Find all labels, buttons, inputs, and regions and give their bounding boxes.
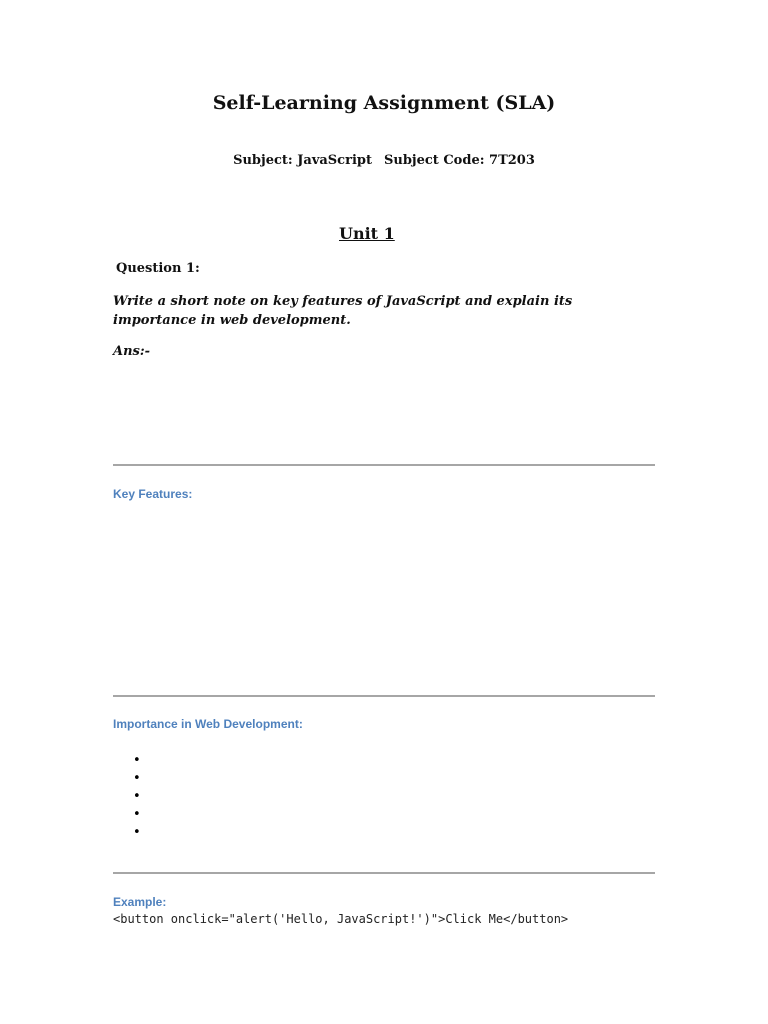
bullet-item-2 — [133, 770, 141, 788]
section-divider-2 — [113, 695, 655, 697]
section-divider-3 — [113, 872, 655, 874]
subject-code: Subject Code: 7T203 — [383, 153, 535, 168]
question-text: Write a short note on key features of JavaScript and explain its importance in web development. — [113, 294, 573, 328]
importance-heading: Importance in Web Development: — [113, 717, 303, 731]
bullet-item-5 — [133, 824, 141, 842]
key-features-heading: Key Features: — [113, 487, 193, 501]
bullet-item-3 — [133, 788, 141, 806]
example-code: <button onclick="alert('Hello, JavaScript!')">Click Me</button> — [113, 912, 569, 926]
example-heading: Example: — [113, 895, 167, 909]
subject-name: Subject: JavaScript — [233, 153, 372, 168]
bullet-item-4 — [133, 806, 141, 824]
question-label: Question 1: — [116, 261, 200, 276]
document-title: Self-Learning Assignment (SLA) — [212, 92, 556, 114]
importance-bullet-list — [133, 752, 141, 842]
answer-label: Ans:- — [113, 344, 151, 359]
unit-title: Unit 1 — [339, 224, 395, 243]
subject-line — [0, 153, 768, 168]
section-divider-1 — [113, 464, 655, 466]
bullet-item-1 — [133, 752, 141, 770]
